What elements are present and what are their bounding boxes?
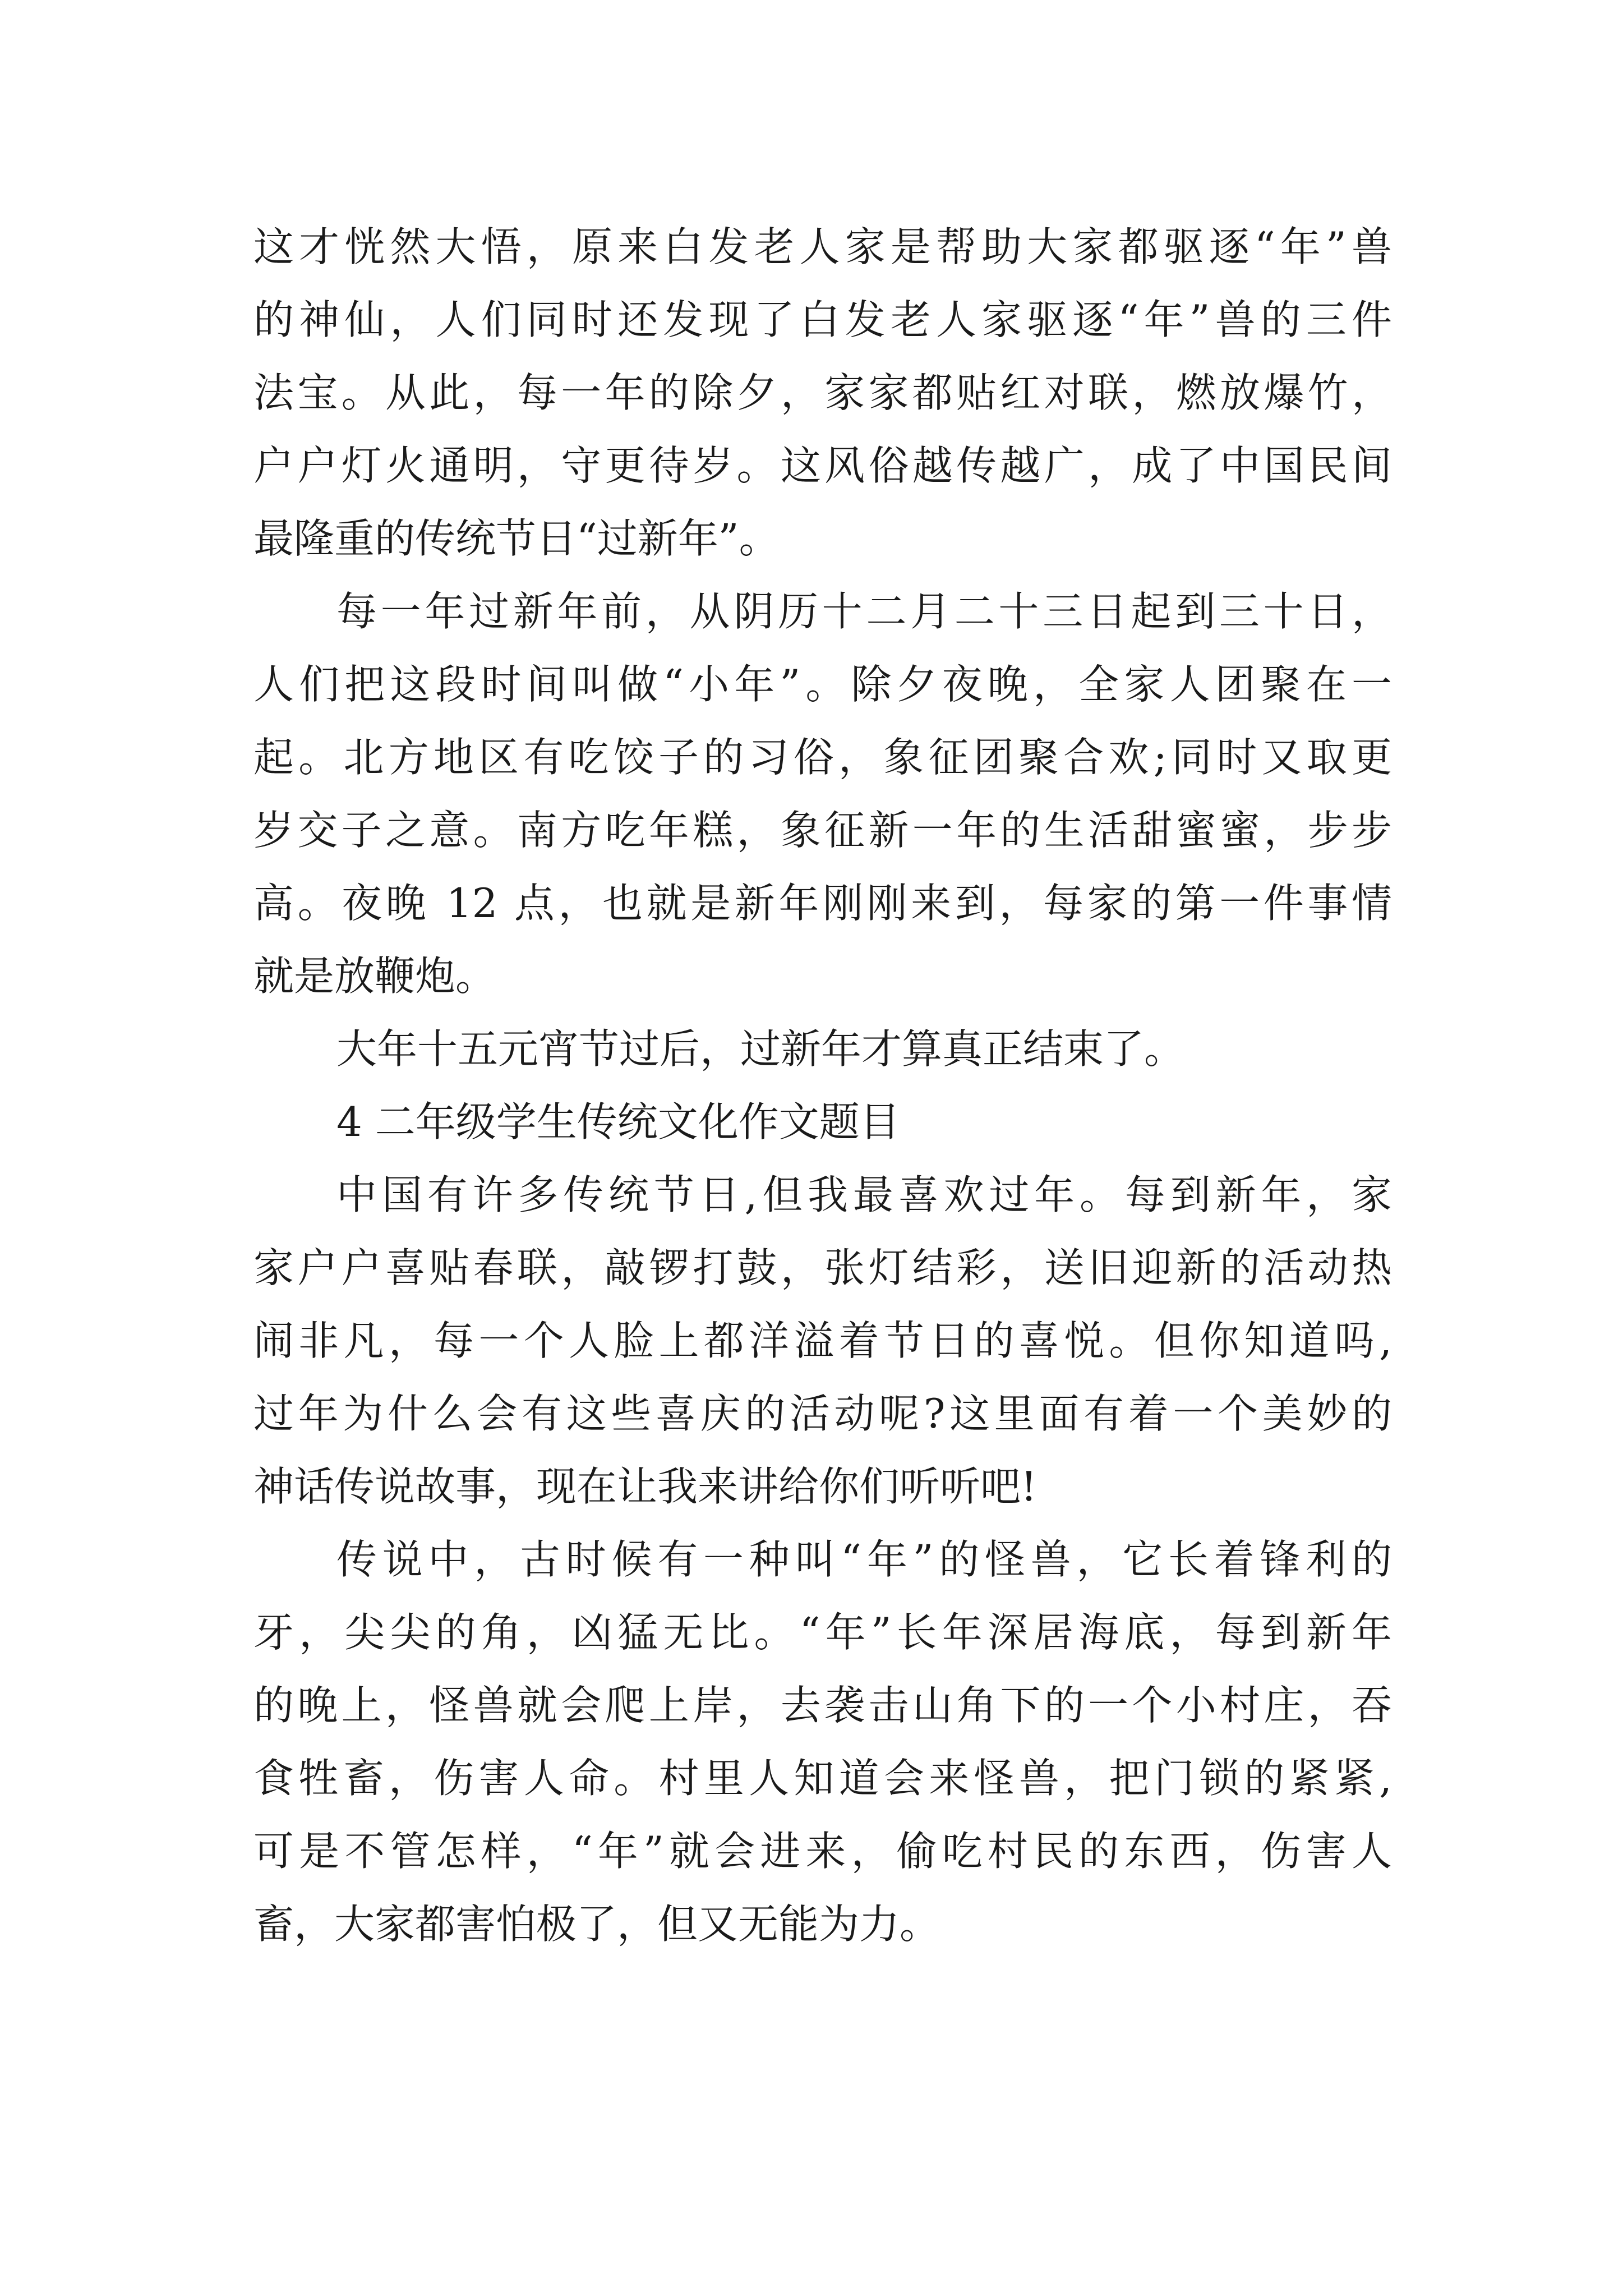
paragraph-first-line: 每一年过新年前，从阴历十二月二十三日起到三十日，: [336, 588, 1392, 635]
text-line: 就是放鞭炮。: [253, 953, 496, 1000]
text-line: 岁交子之意。南方吃年糕，象征新一年的生活甜蜜蜜，步步: [253, 807, 1392, 854]
text-line: 起。北方地区有吃饺子的习俗，象征团聚合欢;同时又取更: [253, 734, 1392, 781]
text-line: 食牲畜，伤害人命。村里人知道会来怪兽，把门锁的紧紧,: [253, 1755, 1392, 1802]
text-line: 畜，大家都害怕极了，但又无能为力。: [253, 1901, 940, 1948]
text-line: 最隆重的传统节日“过新年”。: [253, 515, 780, 562]
paragraph-first-line: 大年十五元宵节过后，过新年才算真正结束了。: [336, 1025, 1185, 1073]
text-line: 人们把这段时间叫做“小年”。除夕夜晚，全家人团聚在一: [253, 661, 1392, 708]
text-line: 的神仙，人们同时还发现了白发老人家驱逐“年”兽的三件: [253, 296, 1392, 343]
paragraph-first-line: 传说中，古时候有一种叫“年”的怪兽，它长着锋利的: [336, 1536, 1392, 1583]
text-line: 牙，尖尖的角，凶猛无比。“年”长年深居海底，每到新年: [253, 1609, 1392, 1656]
text-line: 户户灯火通明，守更待岁。这风俗越传越广，成了中国民间: [253, 442, 1392, 489]
text-line: 高。夜晚 12 点，也就是新年刚刚来到，每家的第一件事情: [253, 880, 1392, 927]
text-line: 这才恍然大悟，原来白发老人家是帮助大家都驱逐“年”兽: [253, 223, 1392, 270]
text-line: 过年为什么会有这些喜庆的活动呢?这里面有着一个美妙的: [253, 1390, 1392, 1437]
text-line: 闹非凡，每一个人脸上都洋溢着节日的喜悦。但你知道吗,: [253, 1317, 1392, 1364]
text-line: 可是不管怎样，“年”就会进来，偷吃村民的东西，伤害人: [253, 1828, 1392, 1875]
text-line: 的晚上，怪兽就会爬上岸，去袭击山角下的一个小村庄，吞: [253, 1682, 1392, 1729]
text-line: 神话传说故事，现在让我来讲给你们听听吧!: [253, 1463, 1037, 1510]
section-heading: 4 二年级学生传统文化作文题目: [336, 1098, 900, 1145]
paragraph-first-line: 中国有许多传统节日,但我最喜欢过年。每到新年，家: [336, 1171, 1392, 1218]
text-line: 法宝。从此，每一年的除夕，家家都贴红对联，燃放爆竹，: [253, 369, 1392, 416]
text-line: 家户户喜贴春联，敲锣打鼓，张灯结彩，送旧迎新的活动热: [253, 1244, 1392, 1291]
